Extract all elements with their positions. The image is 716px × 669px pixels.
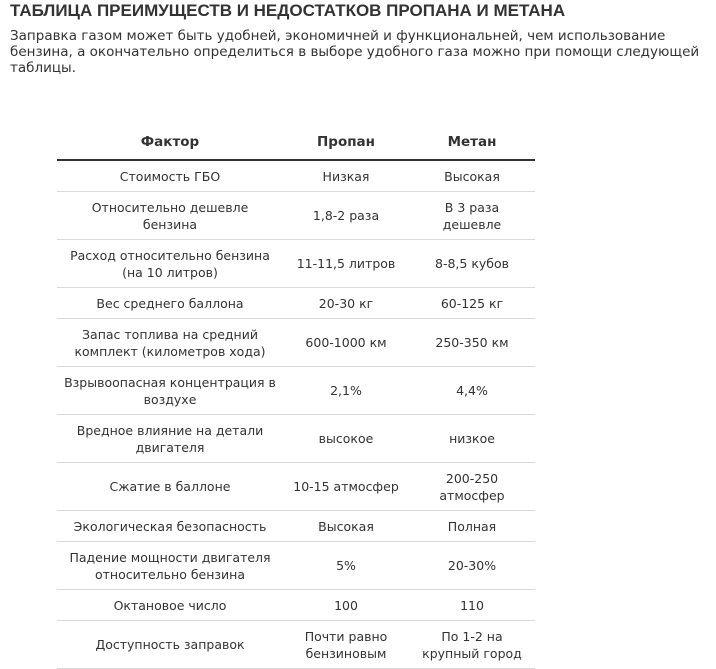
page-title: ТАБЛИЦА ПРЕИМУЩЕСТВ И НЕДОСТАТКОВ ПРОПАНА И МЕТАНА [10, 1, 566, 20]
table-row [57, 240, 535, 288]
cell-factor: Падение мощности двигателя относительно бензина [57, 542, 283, 590]
cell-factor: Экологическая безопасность [57, 511, 283, 542]
cell-factor: Стоимость ГБО [57, 160, 283, 192]
cell-propane: 11-11,5 литров [283, 240, 409, 288]
cell-propane: 20-30 кг [283, 288, 409, 319]
cell-methane: 60-125 кг [409, 288, 535, 319]
cell-factor: Октановое число [57, 590, 283, 621]
cell-methane: Высокая [409, 160, 535, 192]
cell-propane: Низкая [283, 160, 409, 192]
cell-methane: 4,4% [409, 367, 535, 415]
cell-methane: По 1-2 на крупный город [409, 621, 535, 669]
cell-factor: Сжатие в баллоне [57, 463, 283, 511]
cell-methane: 110 [409, 590, 535, 621]
cell-methane: низкое [409, 415, 535, 463]
cell-propane: 100 [283, 590, 409, 621]
cell-propane: Высокая [283, 511, 409, 542]
cell-methane: 8-8,5 кубов [409, 240, 535, 288]
cell-propane: 2,1% [283, 367, 409, 415]
table-row [57, 590, 535, 621]
comparison-table [57, 124, 535, 669]
header-factor: Фактор [57, 124, 283, 160]
table-header-row [57, 124, 535, 160]
intro-paragraph: Заправка газом может быть удобней, экономичней и функциональней, чем использование бензина, а окончательно определиться в выборе удобного газа можно при помощи следующей таблицы. [10, 28, 700, 76]
cell-propane: высокое [283, 415, 409, 463]
cell-factor: Вредное влияние на детали двигателя [57, 415, 283, 463]
cell-propane: 600-1000 км [283, 319, 409, 367]
comparison-table-container [57, 124, 535, 669]
cell-factor: Вес среднего баллона [57, 288, 283, 319]
table-row [57, 160, 535, 192]
table-row [57, 463, 535, 511]
cell-propane: 5% [283, 542, 409, 590]
cell-methane: В 3 раза дешевле [409, 192, 535, 240]
cell-propane: 10-15 атмосфер [283, 463, 409, 511]
cell-factor: Взрывоопасная концентрация в воздухе [57, 367, 283, 415]
table-row [57, 367, 535, 415]
cell-factor: Относительно дешевле бензина [57, 192, 283, 240]
table-row [57, 415, 535, 463]
cell-methane: 200-250 атмосфер [409, 463, 535, 511]
cell-propane: 1,8-2 раза [283, 192, 409, 240]
table-row [57, 621, 535, 669]
table-row [57, 192, 535, 240]
cell-factor: Запас топлива на средний комплект (километров хода) [57, 319, 283, 367]
cell-propane: Почти равно бензиновым [283, 621, 409, 669]
table-row [57, 288, 535, 319]
table-row [57, 511, 535, 542]
table-row [57, 319, 535, 367]
cell-methane: Полная [409, 511, 535, 542]
cell-methane: 250-350 км [409, 319, 535, 367]
cell-factor: Доступность заправок [57, 621, 283, 669]
table-row [57, 542, 535, 590]
header-propane: Пропан [283, 124, 409, 160]
cell-factor: Расход относительно бензина (на 10 литров) [57, 240, 283, 288]
header-methane: Метан [409, 124, 535, 160]
cell-methane: 20-30% [409, 542, 535, 590]
